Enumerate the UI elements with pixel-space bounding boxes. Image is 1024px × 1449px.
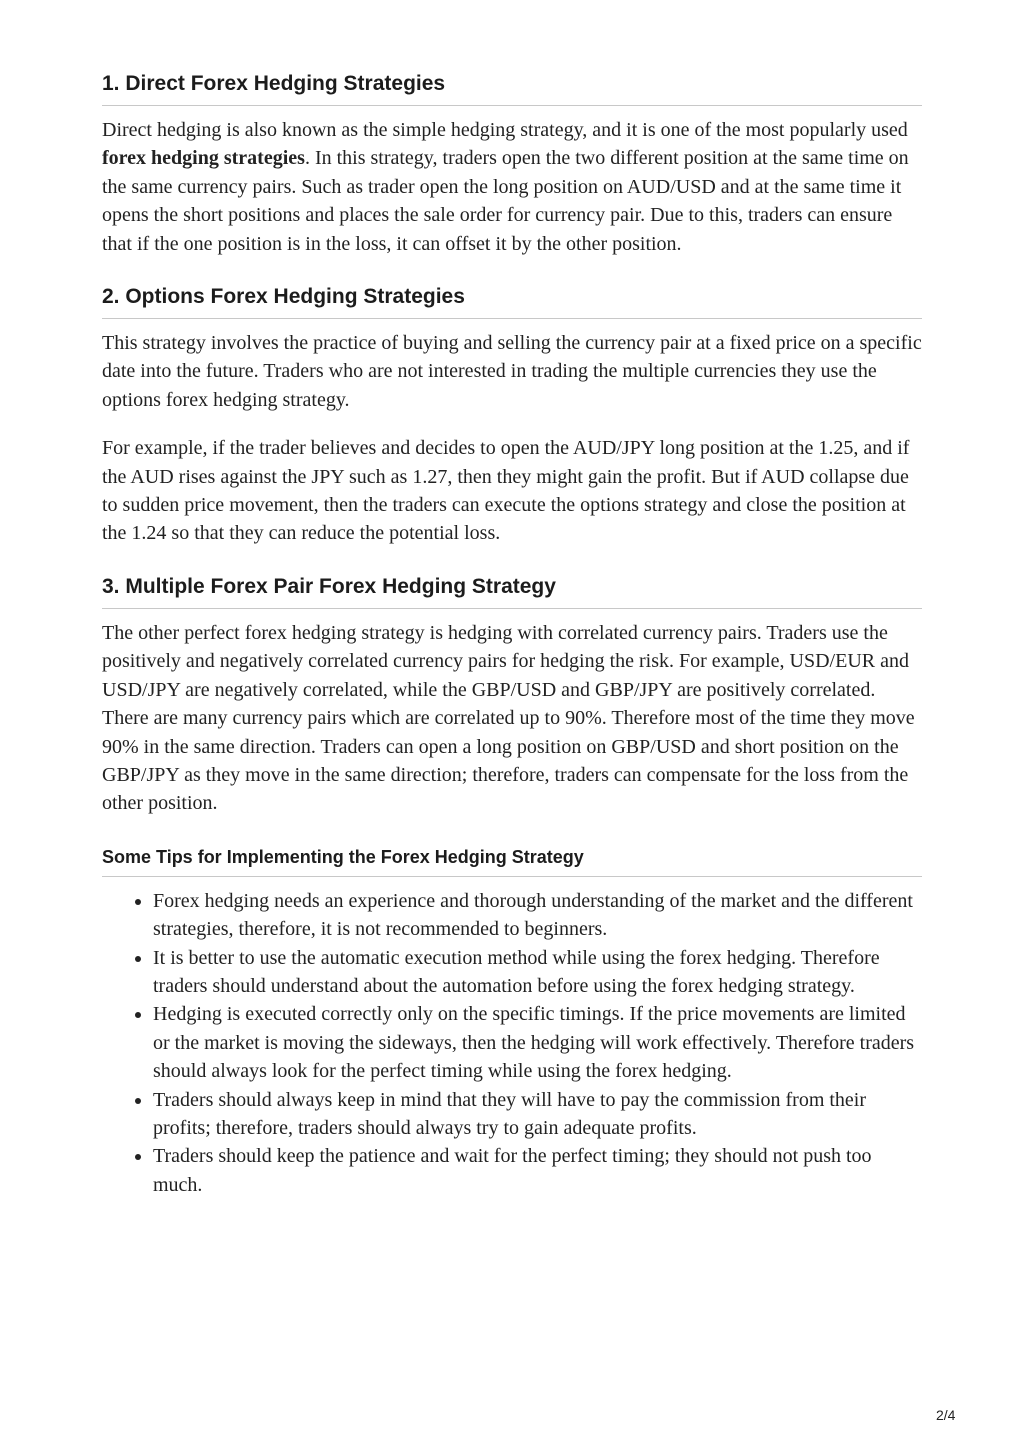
paragraph-direct-hedging <box>102 116 922 258</box>
paragraph-multiple-pair: The other perfect forex hedging strategy is hedging with correlated currency pairs. Traders use the positively and negatively correlated currency pairs for hedging the risk. For example, USD/EUR and USD/JPY are negatively correlated, while the GBP/USD and GBP/JPY are positively correlated. There are many currency pairs which are correlated up to 90%. Therefore most of the time they move 90% in the same direction. Traders can open a long position on GBP/USD and short position on the GBP/JPY as they move in the same direction; therefore, traders can compensate for the loss from the other position. <box>102 621 915 815</box>
tips-list <box>102 887 922 1199</box>
list-item: • Traders should always keep in mind that they will have to pay the commission from their profits; therefore, traders should always try to gain adequate profits. <box>153 1086 922 1143</box>
page-number: 2/4 <box>936 1407 956 1423</box>
tips-heading: Some Tips for Implementing the Forex Hedging Strategy <box>102 846 922 877</box>
document-page <box>102 0 922 1199</box>
list-item: • It is better to use the automatic execution method while using the forex hedging. Therefore traders should understand about the automation before using the forex hedging strategy. <box>153 944 922 1001</box>
bold-phrase: forex hedging strategies <box>102 147 305 170</box>
section-heading-multiple-pair: 3. Multiple Forex Pair Forex Hedging Strategy <box>102 574 922 609</box>
list-item: • Hedging is executed correctly only on the specific timings. If the price movements are limited or the market is moving the sideways, then the hedging will work effectively. Therefore traders should always look for the perfect timing while using the forex hedging. <box>153 1000 922 1085</box>
section-heading-options-hedging: 2. Options Forex Hedging Strategies <box>102 284 922 319</box>
paragraph-text: Direct hedging is also known as the simple hedging strategy, and it is one of the most popularly used <box>102 119 908 141</box>
list-item: • Forex hedging needs an experience and thorough understanding of the market and the different strategies, therefore, it is not recommended to beginners. <box>153 887 922 944</box>
list-item: • Traders should keep the patience and wait for the perfect timing; they should not push too much. <box>153 1142 922 1199</box>
paragraph-options-example: For example, if the trader believes and decides to open the AUD/JPY long position at the 1.25, and if the AUD rises against the JPY such as 1.27, then they might gain the profit. But if AUD collapse due to sudden price movement, then the traders can execute the options strategy and close the position at the 1.24 so that they can reduce the potential loss. <box>102 437 910 545</box>
paragraph-options-intro: This strategy involves the practice of buying and selling the currency pair at a fixed price on a specific date into the future. Traders who are not interested in trading the multiple currencies they use the options forex hedging strategy. <box>102 332 922 411</box>
paragraph-text: . In this strategy, traders open the two different position at the same time on the same currency pairs. Such as trader open the long position on AUD/USD and at the same time it opens the short positions and places the sale order for currency pair. Due to this, traders can ensure that if the one position is in the loss, it can offset it by the other position. <box>102 147 909 255</box>
section-heading-direct-hedging: 1. Direct Forex Hedging Strategies <box>102 71 922 106</box>
